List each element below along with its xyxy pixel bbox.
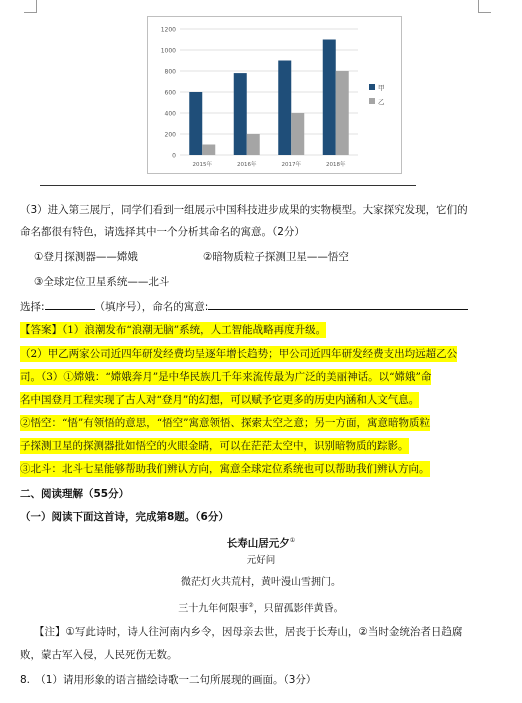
q3-select-row bbox=[20, 298, 468, 314]
y-tick-label: 400 bbox=[164, 110, 176, 118]
answer-text-2: （2）甲乙两家公司近四年研发经费均呈逐年增长趋势；甲公司近四年研发经费支出均远超乙公 bbox=[20, 348, 458, 360]
answer-text-6: 子探测卫星的探测器批如悟空的火眼金睛，可以在茫茫太空中，识别暗物质的踪影。 bbox=[20, 440, 409, 452]
poem-title-text: 长寿山居元夕 bbox=[226, 537, 290, 550]
answer-text-5: ②悟空：“悟”有领悟的意思，“悟空”寓意领悟、探索太空之意；另一方面，寓意暗物质粒 bbox=[20, 417, 430, 429]
verse2-part-b: ，只留孤影伴黄昏。 bbox=[253, 603, 344, 615]
bar-jia bbox=[189, 92, 202, 155]
meaning-blank[interactable] bbox=[208, 298, 468, 310]
q3-line-1: （3）进入第三展厅，同学们看到一组展示中国科技进步成果的实物模型。大家探究发现，它们的 bbox=[20, 204, 468, 216]
answer-text-3: 司。（3）①嫦娥：“嫦娥奔月”是中华民族几千年来流传最为广泛的美丽神话。以“嫦娥”命 bbox=[20, 371, 432, 383]
q3-option-3: ③全球定位卫星系统——北斗 bbox=[34, 276, 170, 288]
poem-note-line-2: 败，蒙古军入侵，人民死伤无数。 bbox=[20, 649, 178, 661]
answer-line-5 bbox=[20, 416, 430, 430]
poem-verse-2 bbox=[0, 599, 522, 616]
legend-swatch bbox=[369, 98, 375, 104]
answer-line-3 bbox=[20, 370, 431, 384]
answer-text-1: 【答案】（1）浪潮发布“浪潮无脑”系统，人工智能战略再度升级。 bbox=[20, 324, 327, 336]
bar-chart-svg bbox=[148, 17, 401, 173]
answer-line-2 bbox=[20, 347, 457, 361]
answer-text-7: ③北斗：北斗七星能够帮助我们辨认方向，寓意全球定位系统也可以帮助我们辨认方向。 bbox=[20, 463, 430, 475]
y-tick-label: 0 bbox=[172, 152, 176, 160]
y-tick-label: 1200 bbox=[160, 26, 176, 34]
x-tick-label: 2015年 bbox=[192, 162, 212, 168]
bar-yi bbox=[291, 113, 304, 155]
y-tick-label: 800 bbox=[164, 68, 176, 76]
bar-yi bbox=[247, 134, 260, 155]
verse2-footnote: ② bbox=[248, 602, 254, 609]
legend-swatch bbox=[369, 84, 375, 90]
bar-jia bbox=[323, 40, 336, 156]
poem-note-line-1: 【注】①写此诗时，诗人往河南内乡令，因母亲去世，居丧于长寿山，②当时金统治者日趋腐 bbox=[34, 626, 463, 638]
y-tick-label: 1000 bbox=[160, 47, 176, 55]
select-note: （填序号），命名的寓意: bbox=[94, 301, 209, 313]
answer-line-4 bbox=[20, 393, 419, 407]
question-8: 8. （1）请用形象的语言描绘诗歌一二句所展现的画面。（3分） bbox=[20, 674, 317, 686]
x-tick-label: 2017年 bbox=[281, 162, 301, 168]
y-tick-label: 600 bbox=[164, 89, 176, 97]
bar-yi bbox=[202, 145, 215, 156]
poem-title bbox=[0, 534, 522, 551]
y-tick-label: 200 bbox=[164, 131, 176, 139]
poem-verse-1: 微茫灯火共荒村，黄叶漫山雪拥门。 bbox=[181, 577, 341, 588]
poem-title-footnote: ① bbox=[289, 537, 296, 544]
subsection-heading: （一）阅读下面这首诗，完成第8题。（6分） bbox=[20, 511, 229, 523]
x-tick-label: 2016年 bbox=[237, 162, 257, 168]
answer-line-6 bbox=[20, 439, 409, 453]
legend-label: 乙 bbox=[378, 98, 385, 106]
bar-chart bbox=[147, 16, 402, 174]
bar-yi bbox=[336, 71, 349, 155]
q3-option-2: ②暗物质粒子探测卫星——悟空 bbox=[203, 251, 349, 263]
answer-text-4: 名中国登月工程实现了古人对“登月”的幻想，可以赋予它更多的历史内涵和人文气息。 bbox=[20, 394, 420, 406]
poem-author: 元好问 bbox=[246, 555, 276, 566]
bar-jia bbox=[278, 61, 291, 156]
x-tick-label: 2018年 bbox=[326, 162, 346, 168]
select-label: 选择: bbox=[20, 301, 45, 313]
q3-option-1: ①登月探测器——嫦娥 bbox=[34, 251, 138, 263]
verse2-part-a: 三十九年何限事 bbox=[178, 603, 249, 615]
bar-jia bbox=[234, 73, 247, 155]
page-corner-mark-right bbox=[478, 0, 491, 13]
divider-line bbox=[40, 185, 416, 186]
page-corner-mark-left bbox=[24, 0, 37, 13]
legend-label: 甲 bbox=[378, 84, 385, 92]
section-heading: 二、阅读理解（55分） bbox=[20, 488, 130, 500]
answer-line-1 bbox=[20, 323, 326, 337]
answer-line-7 bbox=[20, 462, 430, 476]
select-blank[interactable] bbox=[45, 298, 95, 310]
q3-line-2: 命名都很有特色，请选择其中一个分析其命名的寓意。（2分） bbox=[20, 226, 305, 238]
